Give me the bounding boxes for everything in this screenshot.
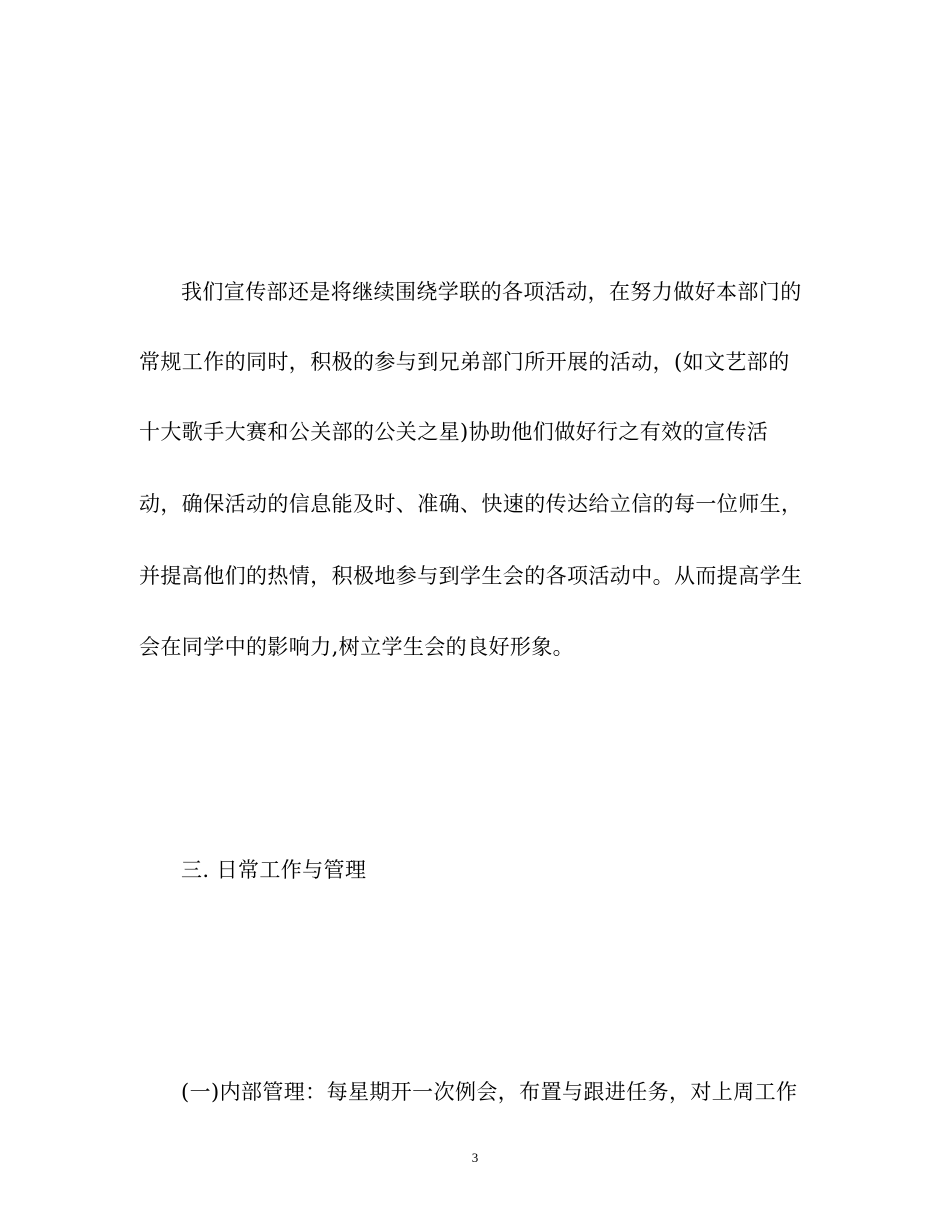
paragraph-line: 十大歌手大赛和公关部的公关之星)协助他们做好行之有效的宣传活 — [139, 420, 769, 444]
page-number: 3 — [471, 1150, 479, 1165]
paragraph-line: 我们宣传部还是将继续围绕学联的各项活动，在努力做好本部门的 — [181, 280, 802, 304]
paragraph-line: 会在同学中的影响力,树立学生会的良好形象。 — [139, 635, 575, 659]
paragraph-line: (一)内部管理：每星期开一次例会，布置与跟进任务，对上周工作 — [181, 1080, 798, 1104]
paragraph-line: 并提高他们的热情，积极地参与到学生会的各项活动中。从而提高学生 — [139, 564, 803, 588]
paragraph-line: 常规工作的同时，积极的参与到兄弟部门所开展的活动，(如文艺部的 — [139, 350, 790, 374]
section-heading: 三. 日常工作与管理 — [181, 858, 367, 882]
paragraph-line: 动，确保活动的信息能及时、准确、快速的传达给立信的每一位师生， — [139, 492, 803, 516]
